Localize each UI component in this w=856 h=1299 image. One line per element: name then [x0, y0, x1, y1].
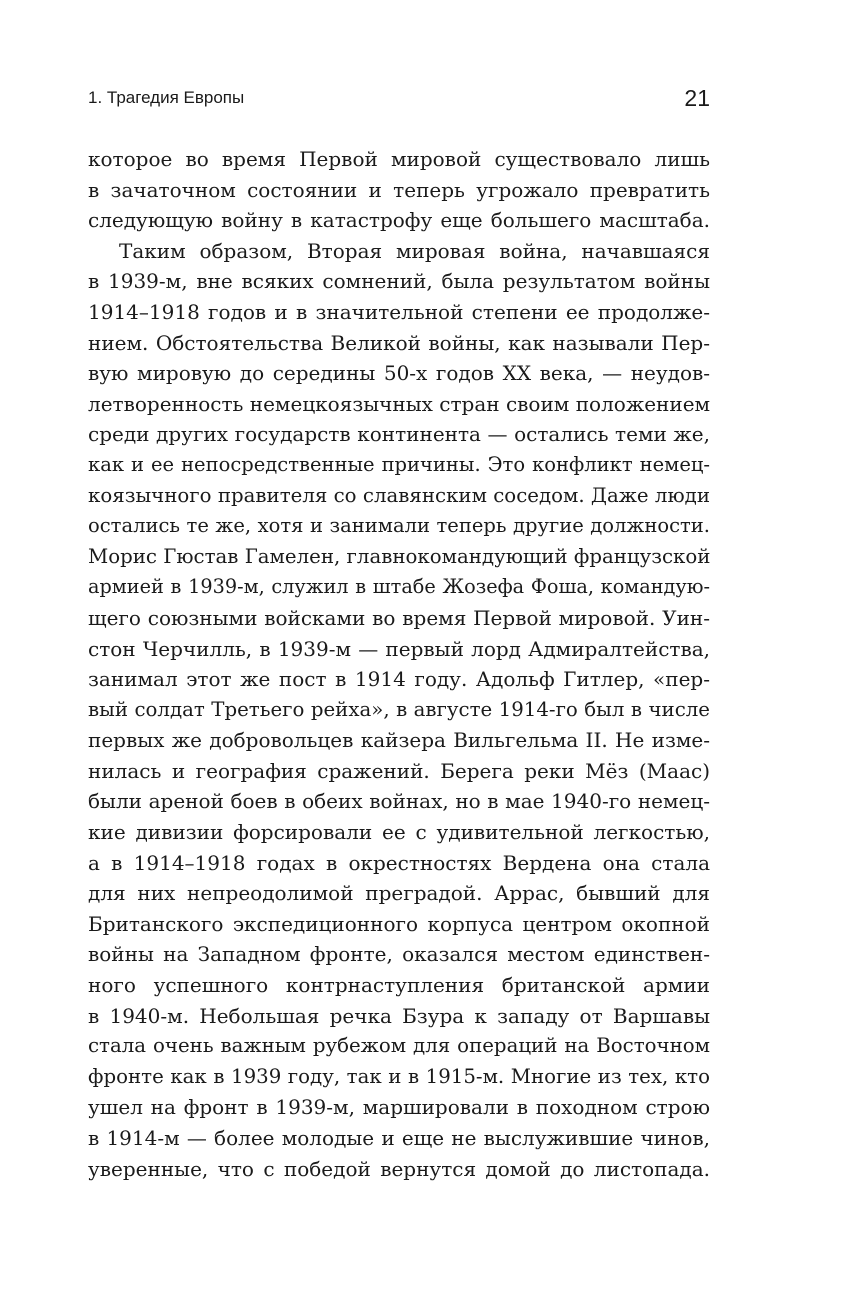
text-line: летворенность немецкоязычных стран своим положением [88, 391, 710, 416]
text-line: нилась и география сражений. Берега реки Мёз (Маас) [88, 758, 710, 783]
text-line: занимал этот же пост в 1914 году. Адольф Гитлер, «пер- [88, 667, 710, 692]
text-line: кие дивизии форсировали ее с удивительной легкостью, [88, 820, 710, 845]
text-line: а в 1914–1918 годах в окрестностях Вердена она стала [88, 850, 710, 875]
text-line: которое во время Первой мировой существовало лишь [88, 147, 710, 171]
paragraph-first-line: Таким образом, Вторая мировая война, начавшаяся [119, 238, 710, 263]
text-line: стон Черчилль, в 1939-м — первый лорд Адмиралтейства, [88, 636, 710, 661]
text-line: первых же добровольцев кайзера Вильгельма II. Не изме- [88, 728, 710, 753]
text-line: вую мировую до середины 50-х годов XX века, — неудов- [88, 361, 710, 386]
text-line: следующую войну в катастрофу еще большего масштаба. [88, 208, 710, 233]
text-line: в 1914-м — более молодые и еще не выслужившие чинов, [88, 1126, 710, 1150]
text-line: как и ее непосредственные причины. Это конфликт немец- [88, 452, 710, 476]
text-line: армией в 1939-м, служил в штабе Жозефа Фоша, командую- [88, 575, 710, 599]
body-text [88, 144, 710, 1184]
text-line: коязычного правителя со славянским соседом. Даже люди [88, 483, 710, 507]
text-line: 1914–1918 годов и в значительной степени ее продолже- [88, 299, 710, 324]
text-line: в 1940-м. Небольшая речка Бзура к западу от Варшавы [88, 1003, 710, 1028]
text-line: вый солдат Третьего рейха», в августе 1914-го был в числе [88, 697, 710, 721]
text-line: в зачаточном состоянии и теперь угрожало превратить [88, 177, 710, 202]
running-head [88, 85, 710, 114]
text-line: остались те же, хотя и занимали теперь другие должности. [88, 514, 710, 538]
text-line: ного успешного контрнаступления британской армии [88, 973, 710, 998]
text-line: Британского экспедиционного корпуса центром окопной [88, 911, 710, 936]
text-line: щего союзными войсками во время Первой мировой. Уин- [88, 605, 710, 630]
text-line: Морис Гюстав Гамелен, главнокомандующий французской [88, 544, 710, 568]
text-line: нием. Обстоятельства Великой войны, как называли Пер- [88, 330, 710, 355]
text-line: ушел на фронт в 1939-м, маршировали в походном строю [88, 1095, 710, 1120]
text-line: фронте как в 1939 году, так и в 1915-м. Многие из тех, кто [88, 1064, 710, 1088]
text-line: в 1939-м, вне всяких сомнений, была результатом войны [88, 269, 710, 294]
chapter-title: 1. Трагедия Европы [88, 88, 245, 107]
text-line: для них непреодолимой преградой. Аррас, бывший для [88, 881, 710, 906]
page-number: 21 [684, 85, 710, 111]
text-line: стала очень важным рубежом для операций на Восточном [88, 1034, 710, 1058]
text-line: среди других государств континента — остались теми же, [88, 422, 710, 447]
text-line: войны на Западном фронте, оказался местом единствен- [88, 942, 710, 967]
text-line: были ареной боев в обеих войнах, но в мае 1940-го немец- [88, 789, 710, 814]
text-line: уверенные, что с победой вернутся домой до листопада. [88, 1156, 710, 1181]
